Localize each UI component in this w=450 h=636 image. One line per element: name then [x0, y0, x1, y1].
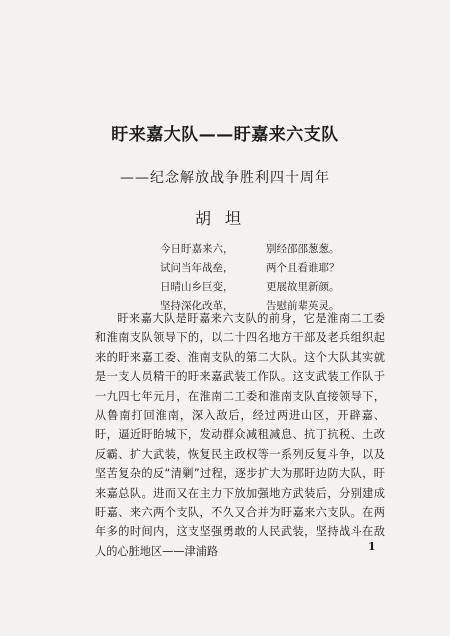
poem [160, 239, 400, 315]
poem-line-right: 两个且看谁耶？ [266, 262, 340, 274]
article-title: 盱来嘉大队——盱嘉来六支队 [111, 125, 339, 145]
poem-line [160, 277, 400, 296]
poem-line [160, 239, 400, 258]
poem-line-left: 日晴山乡巨变， [160, 281, 234, 293]
poem-line-left: 试问当年战垒， [160, 262, 234, 274]
poem-line-right: 别经邵邵葱葱。 [266, 243, 340, 255]
poem-line-left: 今日盱嘉来六， [160, 243, 234, 255]
poem-line-right: 更展故里新颜。 [266, 281, 340, 293]
article-subtitle: ——纪念解放战争胜利四十周年 [120, 170, 330, 186]
page-number: 1 [368, 540, 376, 553]
poem-line-right: 告慰前辈英灵。 [266, 300, 340, 312]
poem-line-left: 坚持深化改革， [160, 300, 234, 312]
author-name: 胡坦 [194, 209, 255, 228]
poem-line [160, 258, 400, 277]
body-paragraph: 盱来嘉大队是盱嘉来六支队的前身，它是淮南二工委和淮南支队领导下的，以二十四名地方干部及老兵组织起来的盱来嘉工委、淮南支队的第二大队。这个大队其实就是一支人员精干的盱来嘉武装工作队。这支武装工作队于一九四七年元月，在淮南二工委和淮南支队直接领导下，从鲁南打回淮南，深入敌后，经过两进山区，开辟嘉、盱，逼近盱眙城下，发动群众减租减息、抗丁抗税、土改反霸、扩大武装，恢复民主政权等一系列反复斗争，以及坚苦复杂的反“清剿”过程，逐步扩大为那盱边防大队，盱来嘉总队。进而又在主力下放加强地方武装后，分别建成盱嘉、来六两个支队，不久又合并为盱嘉来六支队。在两年多的时间内，这支坚强勇敢的人民武装，坚持战斗在敌人的心脏地区——津浦路 [95, 312, 385, 558]
